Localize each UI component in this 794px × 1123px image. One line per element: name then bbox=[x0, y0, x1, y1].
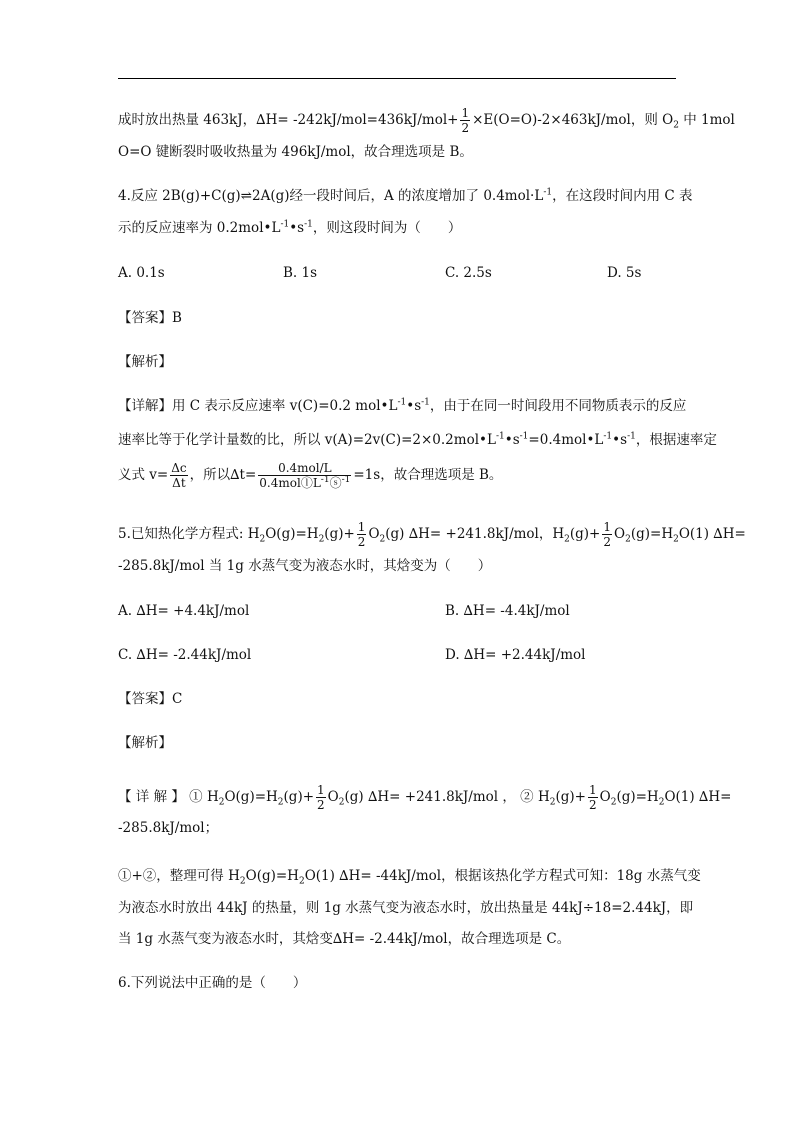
text-run: ，则这段时间为（ ） bbox=[312, 220, 462, 236]
subscript: 2 bbox=[218, 797, 225, 808]
subscript: 2 bbox=[549, 797, 556, 808]
detail-line bbox=[118, 396, 686, 416]
text-run: O(1) ∆H= -44kJ/mol，根据该热化学方程式可知：18g 水蒸气变 bbox=[304, 868, 701, 884]
text-run: 示的反应速率为 0.2mol•L bbox=[118, 220, 281, 236]
superscript: -1 bbox=[421, 397, 430, 408]
detail-line bbox=[118, 866, 701, 886]
fraction-numerator: Δc bbox=[171, 461, 187, 475]
analysis-label: 【解析】 bbox=[118, 354, 172, 370]
subscript: 2 bbox=[658, 797, 665, 808]
text-run: 成时放出热量 463kJ，∆H= -242kJ/mol=436kJ/mol+ bbox=[118, 112, 459, 128]
text-line: O=O 键断裂时吸收热量为 496kJ/mol，故合理选项是 B。 bbox=[118, 144, 473, 160]
text-run: •s bbox=[612, 432, 628, 448]
option-d: D. ∆H= +2.44kJ/mol bbox=[445, 647, 586, 663]
fraction-denominator: Δt bbox=[172, 476, 186, 490]
subscript: 2 bbox=[239, 876, 246, 887]
text-run: (g)+ bbox=[555, 789, 586, 805]
text-run: O(1) ∆H= bbox=[664, 789, 732, 805]
subscript: 2 bbox=[625, 534, 631, 545]
subscript: 2 bbox=[277, 797, 284, 808]
text-run: •s bbox=[504, 432, 520, 448]
fraction-denominator: 2 bbox=[357, 535, 366, 549]
text-run: (g)=H bbox=[616, 789, 659, 805]
text-run: O bbox=[599, 789, 611, 805]
text-run: 0.4molⓛL bbox=[259, 476, 321, 490]
fraction-numerator: 1 bbox=[461, 106, 470, 120]
subscript: 2 bbox=[259, 534, 266, 545]
text-run: ①+②，整理可得 H bbox=[118, 868, 240, 884]
text-run: 4.反应 2B(g)+C(g)⇌2A(g)经一段时间后，A 的浓度增加了 0.4mol·L bbox=[118, 188, 544, 204]
text-run: ⓢ bbox=[329, 476, 342, 490]
fraction-numerator: 0.4mol/L bbox=[258, 462, 351, 476]
text-run: O bbox=[327, 789, 339, 805]
text-run: ，在这段时间内用 C 表 bbox=[552, 188, 693, 204]
option-c: C. ∆H= -2.44kJ/mol bbox=[118, 647, 252, 663]
text-run: O bbox=[614, 526, 626, 542]
fraction-numerator: 1 bbox=[588, 783, 597, 797]
detail-line bbox=[118, 430, 717, 450]
text-run: ，由于在同一时间段用不同物质表示的反应 bbox=[429, 398, 687, 414]
fraction-denominator: 2 bbox=[588, 798, 597, 812]
fraction bbox=[460, 107, 470, 134]
fraction bbox=[357, 521, 367, 548]
superscript: -1 bbox=[543, 187, 553, 198]
text-run: (g) ∆H= +241.8kJ/mol，H bbox=[385, 526, 565, 542]
text-run: (g)=H bbox=[630, 526, 674, 542]
superscript: -1 bbox=[603, 431, 613, 442]
subscript: 2 bbox=[610, 797, 617, 808]
question-4-stem bbox=[118, 186, 693, 206]
text-run: O(g)=H bbox=[224, 789, 278, 805]
fraction-denominator: 2 bbox=[461, 121, 470, 135]
text-run: O(g)=H bbox=[265, 526, 319, 542]
subscript: 2 bbox=[338, 797, 345, 808]
detail-line: 当 1g 水蒸气变为液态水时，其焓变∆H= -2.44kJ/mol，故合理选项是 C。 bbox=[118, 931, 571, 947]
text-run: ，所以∆t= bbox=[189, 467, 257, 483]
text-run: (g)+ bbox=[283, 789, 315, 805]
text-run: O bbox=[368, 526, 380, 542]
answer-label: 【答案】B bbox=[118, 310, 182, 326]
question-5-stem-cont: -285.8kJ/mol 当 1g 水蒸气变为液态水时，其焓变为（ ） bbox=[118, 558, 492, 574]
option-d: D. 5s bbox=[607, 265, 642, 281]
answer-label: 【答案】C bbox=[118, 691, 183, 707]
text-run: 中 1mol bbox=[678, 112, 735, 128]
detail-line: -285.8kJ/mol； bbox=[118, 820, 219, 836]
fraction-denominator: 2 bbox=[317, 798, 325, 812]
question-4-stem-cont bbox=[118, 218, 461, 238]
option-b: B. ∆H= -4.4kJ/mol bbox=[445, 603, 570, 619]
detail-line bbox=[118, 784, 731, 811]
text-run: ，根据速率定 bbox=[635, 432, 717, 448]
text-run: O(g)=H bbox=[245, 868, 299, 884]
subscript: 2 bbox=[298, 876, 305, 887]
text-run: (g)+ bbox=[569, 526, 601, 542]
text-run: =1s，故合理选项是 B。 bbox=[353, 467, 503, 483]
option-a: A. 0.1s bbox=[118, 265, 165, 281]
text-run: (g)+ bbox=[324, 526, 355, 542]
fraction bbox=[316, 784, 326, 811]
text-line bbox=[118, 107, 735, 134]
text-run: =0.4mol•L bbox=[528, 432, 604, 448]
option-a: A. ∆H= +4.4kJ/mol bbox=[118, 603, 250, 619]
fraction-denominator bbox=[258, 476, 351, 489]
text-run: ×E(O=O)-2×463kJ/mol，则 O bbox=[472, 112, 674, 128]
detail-line: 为液态水时放出 44kJ 的热量，则 1g 水蒸气变为液态水时，放出热量是 44kJ÷18=2.44kJ，即 bbox=[118, 900, 694, 916]
superscript: -1 bbox=[304, 219, 313, 230]
superscript: -1 bbox=[519, 431, 529, 442]
subscript: 2 bbox=[673, 534, 679, 545]
superscript: -1 bbox=[495, 431, 505, 442]
superscript: -1 bbox=[627, 431, 636, 442]
text-run: 速率比等于化学计量数的比，所以 v(A)=2v(C)=2×0.2mol•L bbox=[118, 432, 496, 448]
superscript: -1 bbox=[397, 397, 407, 408]
text-run: 【 详 解 】 ① H bbox=[118, 789, 219, 805]
text-run: (g) ∆H= +241.8kJ/mol ， ② H bbox=[344, 789, 550, 805]
subscript: 2 bbox=[673, 120, 679, 131]
fraction bbox=[170, 462, 187, 489]
superscript: -1 bbox=[280, 219, 290, 230]
subscript: 2 bbox=[379, 534, 386, 545]
question-6-stem: 6.下列说法中正确的是（ ） bbox=[118, 975, 307, 991]
fraction-numerator: 1 bbox=[603, 520, 612, 534]
header-rule bbox=[118, 78, 676, 79]
fraction-numerator: 1 bbox=[317, 783, 325, 797]
detail-line bbox=[118, 462, 502, 489]
option-c: C. 2.5s bbox=[445, 265, 492, 281]
fraction bbox=[258, 462, 351, 489]
fraction bbox=[602, 521, 612, 548]
analysis-label: 【解析】 bbox=[118, 735, 172, 751]
text-run: 义式 v= bbox=[118, 467, 169, 483]
text-run: 5.已知热化学方程式: H bbox=[118, 526, 260, 542]
superscript: -1 bbox=[341, 475, 351, 485]
fraction-numerator: 1 bbox=[357, 520, 366, 534]
text-run: O(1) ∆H= bbox=[678, 526, 746, 542]
question-5-stem bbox=[118, 521, 746, 548]
text-run: 【详解】用 C 表示反应速率 v(C)=0.2 mol•L bbox=[118, 398, 398, 414]
text-run: •s bbox=[289, 220, 305, 236]
subscript: 2 bbox=[318, 534, 325, 545]
subscript: 2 bbox=[564, 534, 570, 545]
text-run: •s bbox=[406, 398, 422, 414]
fraction-denominator: 2 bbox=[603, 535, 612, 549]
option-b: B. 1s bbox=[283, 265, 318, 281]
fraction bbox=[588, 784, 598, 811]
superscript: -1 bbox=[320, 475, 330, 485]
